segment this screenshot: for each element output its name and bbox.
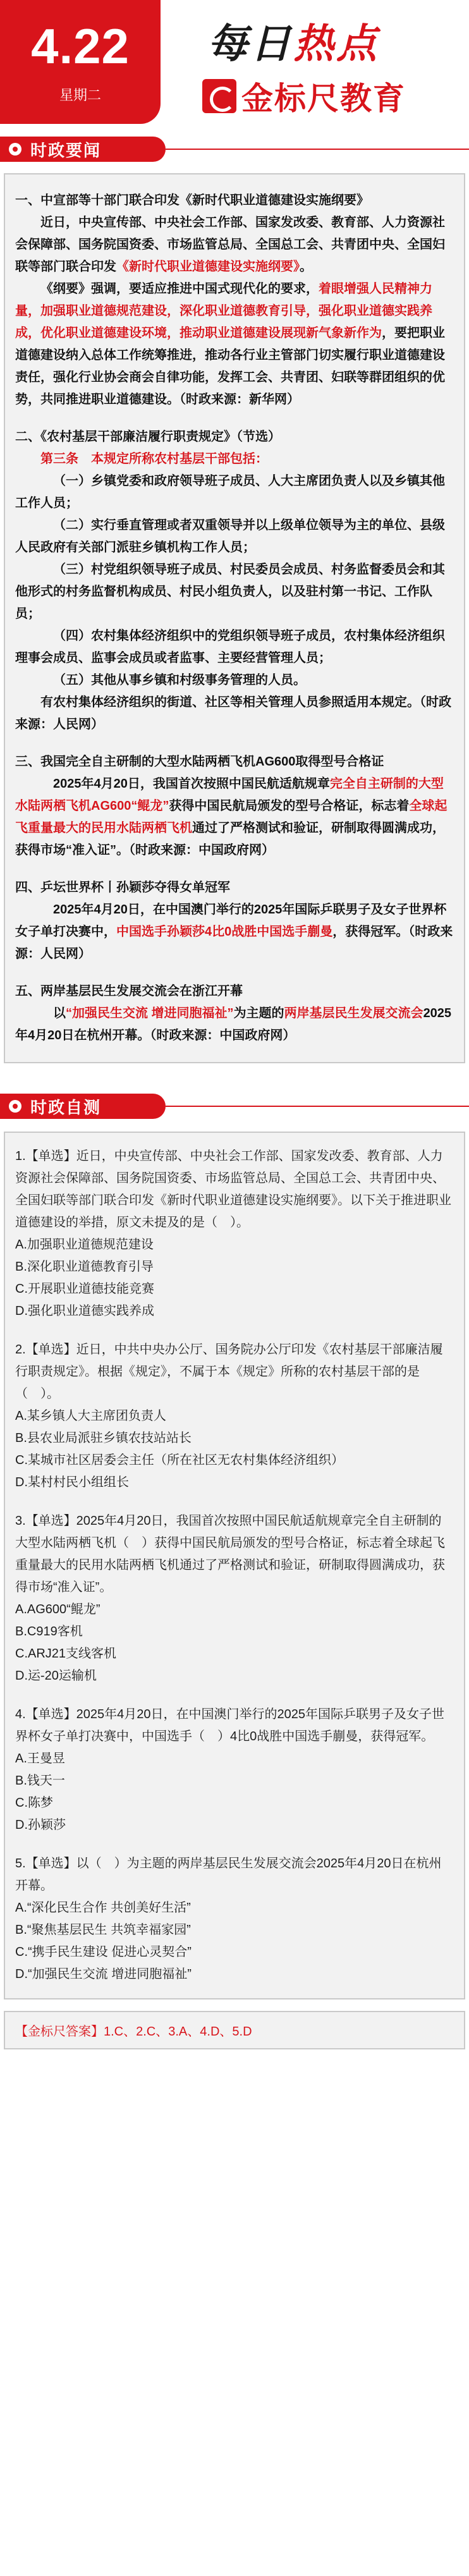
bullet-dot-icon	[9, 143, 21, 156]
option: A.“深化民生合作 共创美好生活”	[15, 1901, 191, 1915]
option: A.王曼昱	[15, 1752, 65, 1766]
quiz-panel	[4, 1132, 465, 1999]
news-paragraph	[15, 212, 454, 278]
news-highlight: 第三条	[40, 452, 78, 466]
bullet-dot-icon	[9, 1100, 21, 1113]
option: C.陈梦	[15, 1796, 53, 1810]
news-paragraph: （一）乡镇党委和政府领导班子成员、人大主席团负责人以及乡镇其他工作人员；	[15, 474, 445, 510]
news-item-4	[15, 877, 454, 965]
option: A.AG600“鲲龙”	[15, 1602, 100, 1616]
news-highlight: “加强民生交流 增进同胞福祉”	[66, 1006, 234, 1020]
news-paragraph: （五）其他从事乡镇和村级事务管理的人员。	[53, 673, 306, 687]
news-text: 以	[53, 1006, 66, 1020]
section-header-news	[0, 128, 469, 168]
option: B.深化职业道德教育引导	[15, 1260, 154, 1274]
news-text: 近日，中央宣传部、中央社会工作部、国家发改委、教育部、人力资源社会保障部、国务院国资委、市场监管总局、全国总工会、共青团中央、全国妇联等部门联合印发	[15, 216, 445, 274]
news-text: 《纲要》强调，要适应推进中国式现代化的要求，	[40, 282, 319, 296]
news-paragraph	[15, 773, 454, 862]
news-paragraph: （四）农村集体经济组织中的党组织领导班子成员，农村集体经济组织理事会成员、监事会成员或者监事、主要经营管理人员；	[15, 629, 445, 665]
news-item-5	[15, 980, 454, 1047]
divider	[166, 1106, 469, 1107]
brand-name: 金标尺教育	[241, 81, 406, 116]
option: B.县农业局派驻乡镇农技站站长	[15, 1431, 192, 1445]
question-stem: 4.【单选】2025年4月20日，在中国澳门举行的2025年国际乒联男子及女子世界杯女子单打决赛中，中国选手（ ）4比0战胜中国选手蒯曼，获得冠军。	[15, 1707, 445, 1743]
quiz-question-1	[15, 1145, 454, 1322]
news-text: ，要把职业道德建设纳入总体工作统筹推进，推动各行业主管部门切实履行职业道德建设责任，强化行业协会商会自律功能，发挥工会、共青团、妇联等群团组织的优势，共同推进职业道德建设。（时政来源：新华网）	[15, 326, 445, 406]
slogan-part1: 每日	[207, 20, 293, 68]
question-stem: 5.【单选】以（ ）为主题的两岸基层民生发展交流会2025年4月20日在杭州开幕。	[15, 1857, 442, 1893]
news-paragraph	[15, 278, 454, 411]
option: A.加强职业道德规范建设	[15, 1238, 154, 1252]
date: 4.22	[31, 18, 130, 74]
question-stem: 2.【单选】近日，中共中央办公厅、国务院办公厅印发《农村基层干部廉洁履行职责规定》。根据《规定》，不属于本《规定》所称的农村基层干部的是（ ）。	[15, 1343, 443, 1401]
news-paragraph: （三）村党组织领导班子成员、村民委员会成员、村务监督委员会和其他形式的村务监督机构成员、村民小组负责人，以及驻村第一书记、工作队员；	[15, 563, 445, 621]
news-text: 。	[300, 260, 312, 274]
news-paragraph: （二）实行垂直管理或者双重领导并以上级单位领导为主的单位、县级人民政府有关部门派驻乡镇机构工作人员；	[15, 518, 445, 554]
news-paragraph: 有农村集体经济组织的街道、社区等相关管理人员参照适用本规定。（时政来源：人民网）	[15, 695, 451, 731]
slogan-part2: 热点	[293, 20, 379, 68]
option: D.强化职业道德实践养成	[15, 1304, 154, 1318]
news-highlight: 中国选手孙颖莎4比0战胜中国选手蒯曼	[116, 925, 333, 939]
news-text: 2025年4月20日在杭州开幕。（时政来源：中国政府网）	[15, 1006, 452, 1042]
news-text: 获得中国民航局颁发的型号合格证，标志着	[169, 799, 410, 813]
option: D.孙颖莎	[15, 1818, 66, 1832]
quiz-question-4	[15, 1704, 454, 1836]
section-bar	[0, 137, 166, 162]
quiz-question-2	[15, 1339, 454, 1494]
weekday: 星期二	[59, 87, 101, 103]
option: A.某乡镇人大主席团负责人	[15, 1409, 166, 1423]
header-brand-area	[180, 11, 458, 119]
question-stem: 1.【单选】近日，中央宣传部、中央社会工作部、国家发改委、教育部、人力资源社会保障部、国务院国资委、市场监管总局、全国总工会、共青团中央、全国妇联等部门联合印发《新时代职业道德建设实施纲要》。以下关于推进职业道德建设的举措，原文未提及的是（ ）。	[15, 1149, 451, 1230]
divider	[166, 149, 469, 150]
news-paragraph	[15, 1003, 454, 1047]
option: D.运-20运输机	[15, 1669, 97, 1683]
section-header-quiz	[0, 1085, 469, 1125]
answer-text: 1.C、2.C、3.A、4.D、5.D	[104, 2025, 252, 2039]
news-highlight: 完全自主研制的大型水陆两栖飞机AG600“鲲龙”	[15, 777, 444, 813]
answer-box	[4, 2011, 465, 2049]
option: C.开展职业道德技能竞赛	[15, 1282, 154, 1296]
date-badge	[0, 0, 161, 124]
quiz-question-3	[15, 1510, 454, 1687]
quiz-question-5	[15, 1853, 454, 1986]
brand	[202, 73, 406, 119]
news-heading: 一、中宣部等十部门联合印发《新时代职业道德建设实施纲要》	[15, 193, 369, 207]
news-paragraph	[15, 448, 454, 470]
news-highlight: 全球起飞重量最大的民用水陆两栖飞机	[15, 799, 448, 835]
news-paragraph	[15, 899, 454, 965]
news-highlight: 本规定所称农村基层干部包括：	[91, 452, 268, 466]
section-title: 时政自测	[30, 1097, 102, 1117]
section-title: 时政要闻	[30, 140, 102, 160]
slogan	[207, 11, 379, 70]
news-text: ，获得冠军。（时政来源：人民网）	[15, 925, 453, 961]
option: B.钱天一	[15, 1774, 65, 1788]
news-text: 2025年4月20日，在中国澳门举行的2025年国际乒联男子及女子世界杯女子单打决赛中，	[15, 903, 447, 939]
news-item-2	[15, 426, 454, 736]
question-stem: 3.【单选】2025年4月20日，我国首次按照中国民航适航规章完全自主研制的大型水陆两栖飞机（ ）获得中国民航局颁发的型号合格证，标志着全球起飞重量最大的民用水陆两栖飞机通过了严格测试和验证，研制取得圆满成功，获得市场“准入证”。	[15, 1514, 445, 1594]
news-panel	[4, 173, 465, 1063]
news-heading: 二、《农村基层干部廉洁履行职责规定》（节选）	[15, 430, 281, 444]
option: D.某村村民小组组长	[15, 1475, 129, 1489]
answer-label: 【金标尺答案】	[15, 2025, 104, 2039]
option: B.C919客机	[15, 1625, 83, 1639]
news-item-3	[15, 751, 454, 862]
news-heading: 三、我国完全自主研制的大型水陆两栖飞机AG600取得型号合格证	[15, 755, 384, 769]
news-item-1	[15, 190, 454, 411]
news-heading: 五、两岸基层民生发展交流会在浙江开幕	[15, 984, 243, 998]
news-highlight: 《新时代职业道德建设实施纲要》	[116, 260, 300, 274]
option: D.“加强民生交流 增进同胞福祉”	[15, 1967, 192, 1981]
option: C.“携手民生建设 促进心灵契合”	[15, 1945, 192, 1959]
jinbiaochi-logo-icon	[202, 79, 236, 113]
news-text: 通过了严格测试和验证，研制取得圆满成功，获得市场“准入证”。（时政来源：中国政府网）	[15, 821, 445, 857]
news-highlight: 两岸基层民生发展交流会	[284, 1006, 423, 1020]
news-highlight: 着眼增强人民精神力量，加强职业道德规范建设，深化职业道德教育引导，强化职业道德实践养成，优化职业道德建设环境，推动职业道德建设展现新气象新作为	[15, 282, 432, 340]
news-text: 2025年4月20日，我国首次按照中国民航适航规章	[53, 777, 330, 791]
news-text: 为主题的	[233, 1006, 284, 1020]
news-heading: 四、乒坛世界杯丨孙颖莎夺得女单冠军	[15, 881, 230, 894]
option: C.某城市社区居委会主任（所在社区无农村集体经济组织）	[15, 1453, 344, 1467]
section-bar	[0, 1094, 166, 1119]
option: B.“聚焦基层民生 共筑幸福家园”	[15, 1923, 191, 1937]
header	[0, 0, 469, 124]
footer-space	[0, 2049, 469, 2075]
option: C.ARJ21支线客机	[15, 1647, 117, 1661]
